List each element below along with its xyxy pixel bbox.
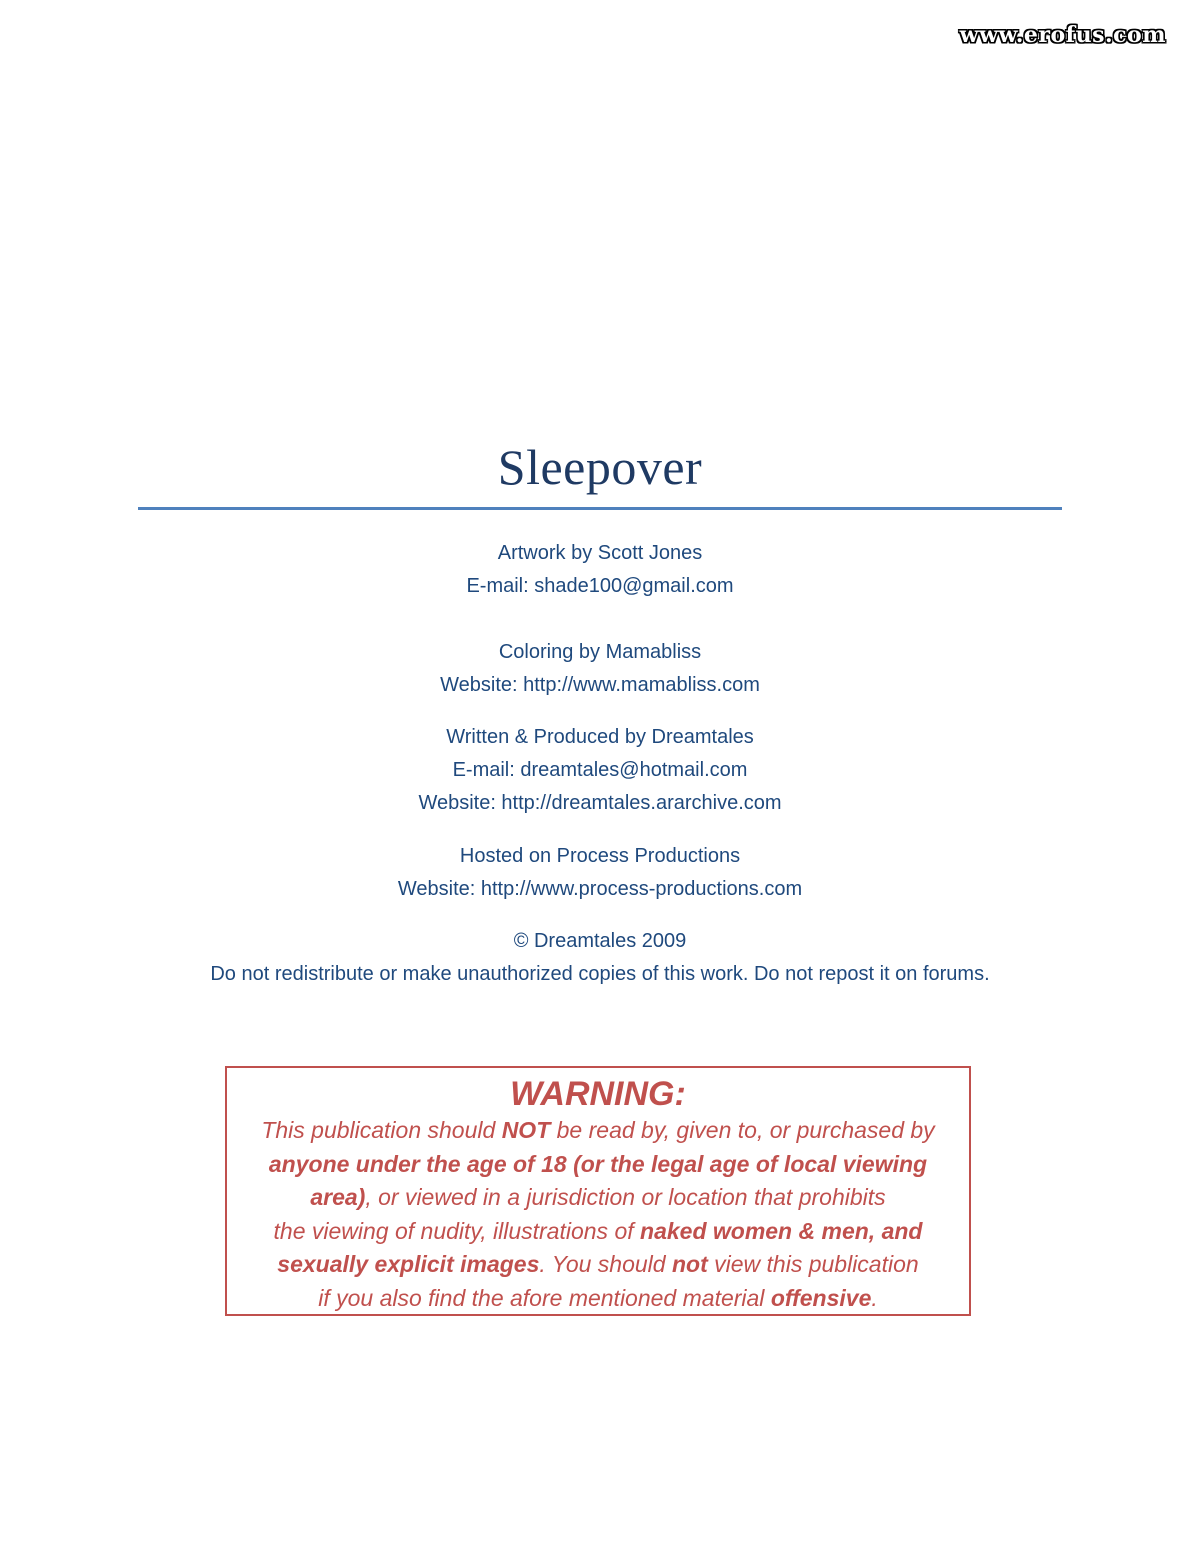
hosted-credit-line: Hosted on Process Productions [459,845,741,867]
warning-emphasis: sexually explicit images [277,1251,540,1277]
warning-text: if you also find the afore mentioned material [318,1284,771,1311]
redistribution-notice: Do not redistribute or make unauthorized copies of this work. Do not repost it on forums. [210,963,990,985]
warning-text: This publication should [261,1117,502,1143]
artwork-credit-line: Artwork by Scott Jones [497,542,703,564]
warning-emphasis: offensive [770,1284,872,1311]
warning-line [227,1181,969,1215]
warning-text: the viewing of nudity, illustrations of [273,1217,641,1244]
warning-title: WARNING: [510,1075,686,1113]
warning-emphasis: anyone under the age of 18 (or the legal age of local viewing [268,1150,928,1177]
warning-body [227,1114,969,1315]
warning-emphasis: not [671,1251,708,1277]
warning-emphasis: NOT [501,1117,551,1143]
warning-emphasis: naked women & men, and [640,1217,923,1244]
warning-line [227,1114,969,1148]
warning-text: be read by, given to, or purchased by [550,1117,935,1143]
hosted-website: Website: http://www.process-productions.com [397,878,803,900]
copyright-notice [0,925,1200,991]
written-email: E-mail: dreamtales@hotmail.com [452,759,748,781]
coloring-website: Website: http://www.mamabliss.com [440,674,760,696]
written-website: Website: http://dreamtales.ararchive.com [418,792,782,814]
warning-text: , or viewed in a jurisdiction or location that prohibits [365,1184,886,1210]
artwork-email: E-mail: shade100@gmail.com [466,575,734,597]
warning-box [225,1066,971,1316]
copyright-line: © Dreamtales 2009 [513,930,687,952]
warning-line [227,1215,969,1249]
warning-emphasis: area) [310,1184,366,1210]
warning-line [227,1282,969,1316]
written-credit-line: Written & Produced by Dreamtales [446,726,754,748]
document-title: Sleepover [497,439,703,495]
hosted-credit [0,840,1200,906]
warning-text: . You should [539,1251,672,1277]
warning-text: . [871,1284,878,1311]
warning-line [227,1148,969,1182]
warning-line [227,1248,969,1282]
artwork-credit [0,537,1200,603]
written-credit [0,721,1200,820]
coloring-credit-line: Coloring by Mamabliss [498,641,702,663]
title-divider [138,507,1062,510]
warning-text: view this publication [707,1251,919,1277]
coloring-credit [0,636,1200,702]
watermark-logo: www.erofus.com [959,22,1166,48]
